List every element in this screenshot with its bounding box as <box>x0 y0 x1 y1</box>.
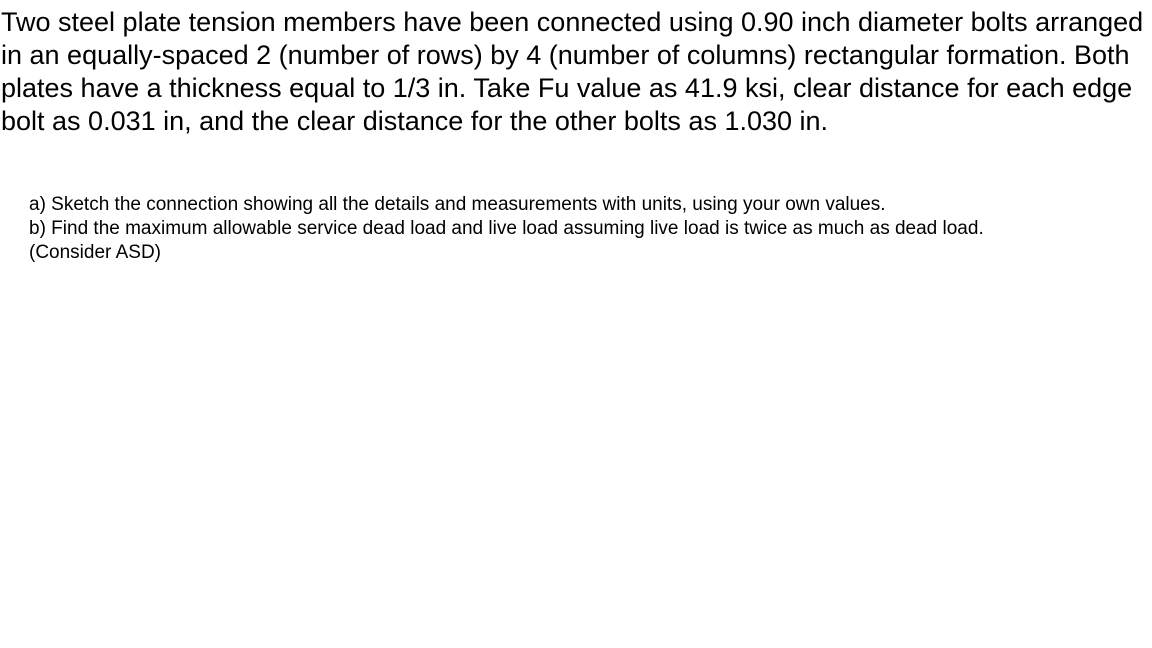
task-b: b) Find the maximum allowable service dead load and live load assuming live load is twice as much as dead load. <box>29 218 984 239</box>
task-list <box>29 193 1139 265</box>
task-note: (Consider ASD) <box>29 242 161 263</box>
task-a: a) Sketch the connection showing all the details and measurements with units, using your own values. <box>29 194 886 215</box>
problem-statement: Two steel plate tension members have been connected using 0.90 inch diameter bolts arranged in an equally-spaced 2 (number of rows) by 4 (number of columns) rectangular formation. Both plates have a thickness equal to 1/3 in. Take Fu value as 41.9 ksi, clear distance for each edge bolt as 0.031 in, and the clear distance for the other bolts as 1.030 in. <box>1 7 1144 136</box>
